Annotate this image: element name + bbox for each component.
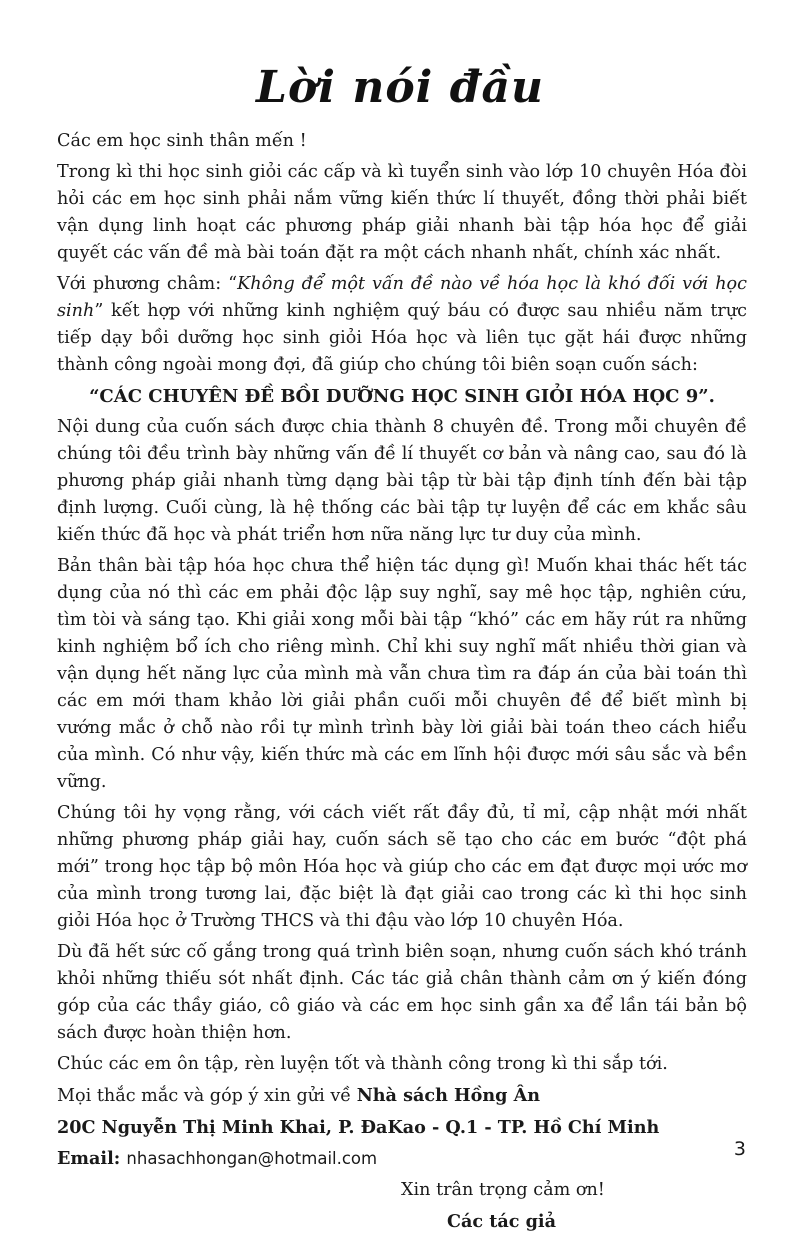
address: 20C Nguyễn Thị Minh Khai, P. ĐaKao - Q.1 - TP. Hồ Chí Minh (57, 1117, 660, 1138)
paragraph-2-rest: ” kết hợp với những kinh nghiệm quý báu có được sau nhiều năm trực tiếp dạy bồi dưỡng học sinh giỏi Hóa học và liên tục gặt hái được những thành công ngoài mong đợi, đã giúp cho chúng tôi biên soạn cuốn sách: (57, 301, 747, 375)
page-title: Lời nói đầu (256, 62, 544, 113)
paragraph-3: Nội dung của cuốn sách được chia thành 8 chuyên đề. Trong mỗi chuyên đề chúng tôi đều trình bày những vấn đề lí thuyết cơ bản và nâng cao, sau đó là phương pháp giải nhanh từng dạng bài tập từ bài tập định tính đến bài tập định lượng. Cuối cùng, là hệ thống các bài tập tự luyện để các em khắc sâu kiến thức đã học và phát triển hơn nữa năng lực tư duy của mình. (57, 417, 747, 545)
signature: Các tác giả (447, 1211, 556, 1232)
preface-body (57, 128, 747, 1239)
paragraph-5: Chúng tôi hy vọng rằng, với cách viết rất đầy đủ, tỉ mỉ, cập nhật mới nhất những phương pháp giải hay, cuốn sách sẽ tạo cho các em bước “đột phá mới” trong học tập bộ môn Hóa học và giúp cho các em đạt được mọi ước mơ của mình trong tương lai, đặc biệt là đạt giải cao trong các kì thi học sinh giỏi Hóa học ở Trường THCS và thi đậu vào lớp 10 chuyên Hóa. (57, 803, 747, 931)
greeting: Các em học sinh thân mến ! (57, 131, 307, 151)
email-label: Email: (57, 1148, 127, 1169)
contact-name: Nhà sách Hồng Ân (356, 1085, 541, 1106)
paragraph-1: Trong kì thi học sinh giỏi các cấp và kì tuyển sinh vào lớp 10 chuyên Hóa đòi hỏi các em học sinh phải nắm vững kiến thức lí thuyết, đồng thời phải biết vận dụng linh hoạt các phương pháp giải nhanh bài tập hóa học để giải quyết các vấn đề mà bài toán đặt ra một cách nhanh nhất, chính xác nhất. (57, 162, 747, 263)
paragraph-2 (57, 271, 747, 379)
page-number: 3 (733, 1138, 746, 1160)
paragraph-4: Bản thân bài tập hóa học chưa thể hiện tác dụng gì! Muốn khai thác hết tác dụng của nó thì các em phải độc lập suy nghĩ, say mê học tập, nghiên cứu, tìm tòi và sáng tạo. Khi giải xong mỗi bài tập “khó” các em hãy rút ra những kinh nghiệm bổ ích cho riêng mình. Chỉ khi suy nghĩ mất nhiều thời gian và vận dụng hết năng lực của mình mà vẫn chưa tìm ra đáp án của bài toán thì các em mới tham khảo lời giải phần cuối mỗi chuyên đề để biết mình bị vướng mắc ở chỗ nào rồi tự mình trình bày lời giải bài toán theo cách hiểu của mình. Có như vậy, kiến thức mà các em lĩnh hội được mới sâu sắc và bền vững. (57, 556, 747, 792)
contact-lead: Mọi thắc mắc và góp ý xin gửi về (57, 1086, 357, 1106)
closing-wish: Chúc các em ôn tập, rèn luyện tốt và thành công trong kì thi sắp tới. (57, 1054, 668, 1074)
paragraph-6: Dù đã hết sức cố gắng trong quá trình biên soạn, nhưng cuốn sách khó tránh khỏi những thiếu sót nhất định. Các tác giả chân thành cảm ơn ý kiến đóng góp của các thầy giáo, cô giáo và các em học sinh gần xa để lần tái bản bộ sách được hoàn thiện hơn. (57, 942, 747, 1043)
thanks-line: Xin trân trọng cảm ơn! (401, 1180, 605, 1200)
book-title: “CÁC CHUYÊN ĐỀ BỒI DƯỠNG HỌC SINH GIỎI HÓA HỌC 9”. (89, 386, 715, 407)
paragraph-2-motto: Không để một vấn đề nào về hóa học là khó đối với học sinh (57, 274, 748, 321)
paragraph-2-lead: Với phương châm: “ (57, 274, 238, 294)
email-value: nhasachhongan@hotmail.com (126, 1149, 378, 1168)
email-line (57, 1145, 747, 1173)
contact-line (57, 1082, 747, 1110)
